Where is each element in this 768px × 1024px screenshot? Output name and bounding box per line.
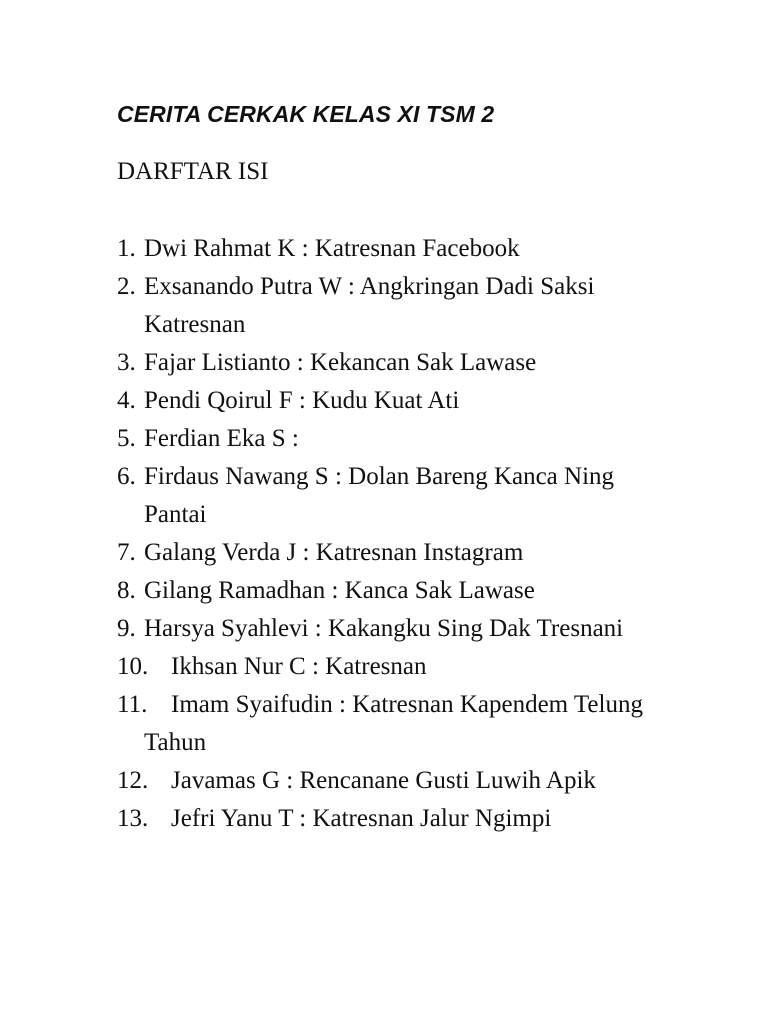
toc-entry-text: Dwi Rahmat K : Katresnan Facebook <box>144 235 520 262</box>
toc-entry-text: Ferdian Eka S : <box>144 425 299 452</box>
toc-entry-number: 4. <box>117 387 136 414</box>
toc-entry-text: Pendi Qoirul F : Kudu Kuat Ati <box>144 387 460 414</box>
toc-entry <box>117 534 657 572</box>
toc-entry <box>117 648 657 686</box>
toc-entry-number: 8. <box>117 577 136 604</box>
toc-entry-text: Jefri Yanu T : Katresnan Jalur Ngimpi <box>171 805 552 832</box>
toc-entry-number: 5. <box>117 425 136 452</box>
toc-entry-number: 9. <box>117 615 136 642</box>
toc-entry <box>117 268 657 344</box>
toc-entry-text: Fajar Listianto : Kekancan Sak Lawase <box>144 349 537 376</box>
toc-entry <box>117 344 657 382</box>
toc-entry <box>117 800 657 838</box>
toc-entry-text: Javamas G : Rencanane Gusti Luwih Apik <box>171 767 596 794</box>
toc-entry-text: Galang Verda J : Katresnan Instagram <box>144 539 524 566</box>
toc-entry-text: Firdaus Nawang S : Dolan Bareng Kanca Ning Pantai <box>144 463 615 528</box>
toc-entry-number: 6. <box>117 463 136 490</box>
toc-entry-number: 11. <box>117 691 148 718</box>
toc-entry-number: 10. <box>117 653 149 680</box>
toc-entry-text: Gilang Ramadhan : Kanca Sak Lawase <box>144 577 535 604</box>
toc-entry-number: 12. <box>117 767 149 794</box>
toc-entry-number: 7. <box>117 539 136 566</box>
toc-entry-text: Exsanando Putra W : Angkringan Dadi Saksi Katresnan <box>144 273 595 338</box>
toc-entry <box>117 610 657 648</box>
toc-entry-text: Ikhsan Nur C : Katresnan <box>171 653 427 680</box>
toc-entry-number: 13. <box>117 805 149 832</box>
toc-entry-number: 3. <box>117 349 136 376</box>
toc-entry <box>117 420 657 458</box>
toc-entry <box>117 686 657 762</box>
table-of-contents-heading: DARFTAR ISI <box>117 158 269 185</box>
document-title: CERITA CERKAK KELAS XI TSM 2 <box>117 101 495 127</box>
toc-entry-number: 2. <box>117 273 136 300</box>
toc-entry-text: Harsya Syahlevi : Kakangku Sing Dak Tresnani <box>144 615 624 642</box>
toc-entry <box>117 230 657 268</box>
toc-entry-text: Imam Syaifudin : Katresnan Kapendem Telung Tahun <box>144 691 643 756</box>
toc-entry-number: 1. <box>117 235 136 262</box>
toc-entry <box>117 762 657 800</box>
toc-entry <box>117 382 657 420</box>
toc-entry <box>117 458 657 534</box>
table-of-contents-list <box>117 230 657 838</box>
toc-entry <box>117 572 657 610</box>
